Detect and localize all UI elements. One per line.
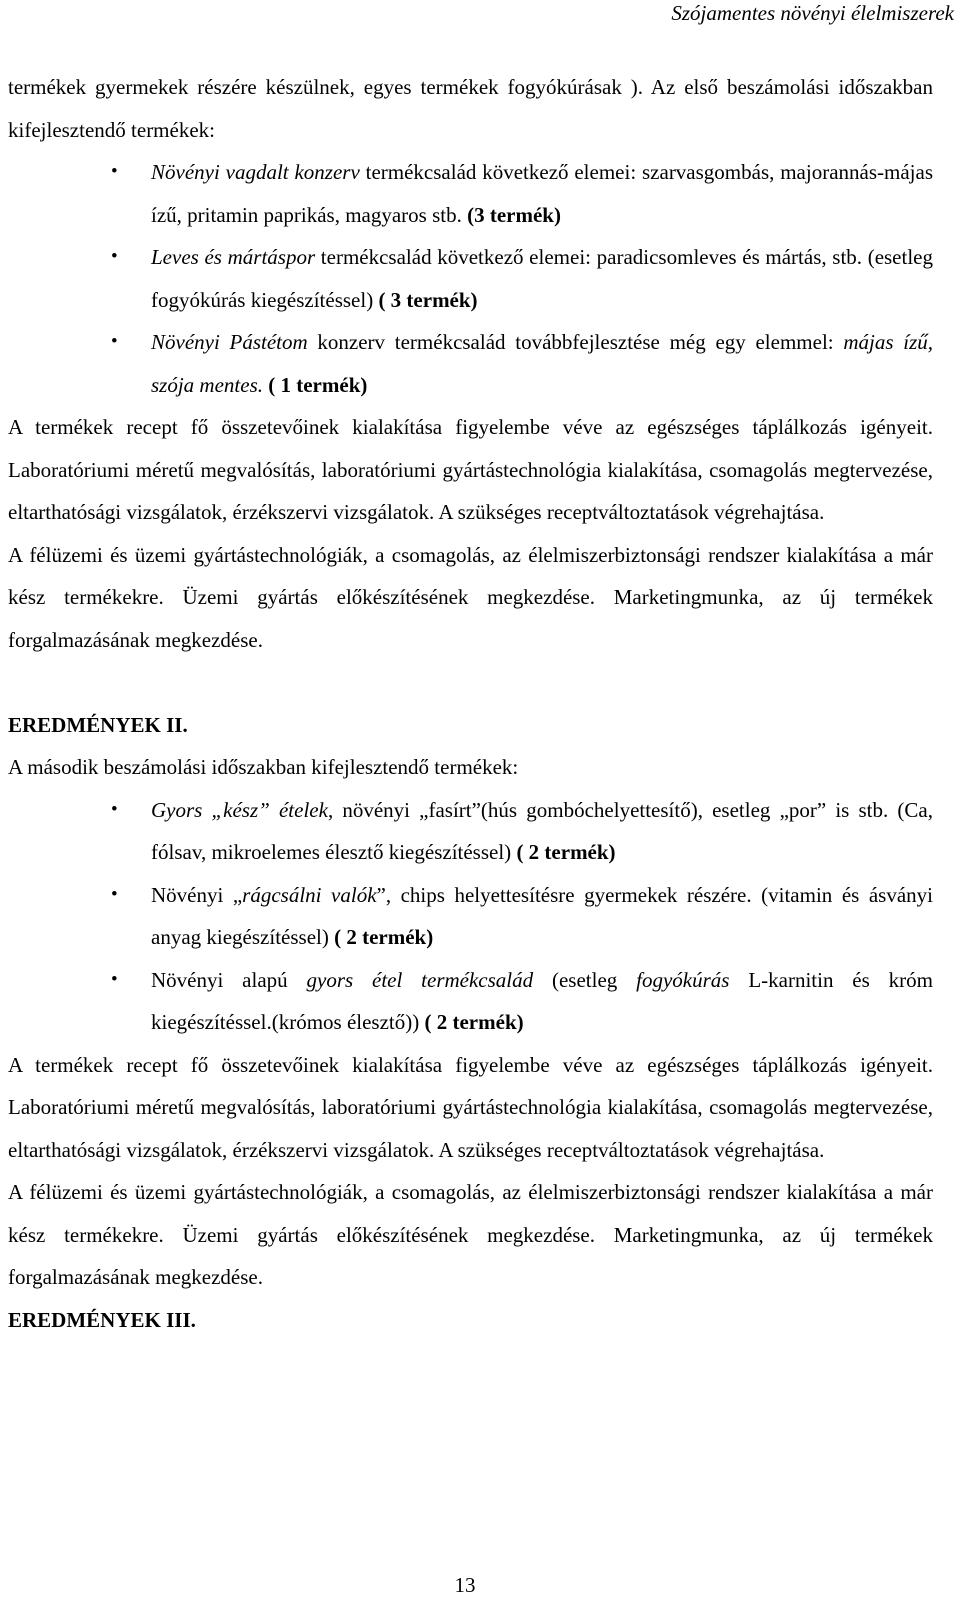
section2-intro: A második beszámolási időszakban kifejlesztendő termékek: bbox=[8, 755, 519, 779]
section2-paragraph-production: A félüzemi és üzemi gyártástechnológiák, a csomagolás, az élelmiszerbiztonsági rendszer kialakítása a már kész termékekre. Üzemi gyártás előkészítésének megkezdése. Marketingmunka, az új termékek forgalmazásának megkezdése. bbox=[8, 1180, 933, 1289]
product-name: Növényi Pástétom bbox=[151, 330, 308, 354]
page-body bbox=[8, 66, 933, 1341]
product-count: ( 3 termék) bbox=[378, 287, 478, 312]
section1-paragraph-recipe: A termékek recept fő összetevőinek kialakítása figyelembe véve az egészséges táplálkozás igényeit. Laboratóriumi méretű megvalósítás, laboratóriumi gyártástechnológia kialakítása, csomagolás megtervezése, eltarthatósági vizsgálatok, érzékszervi vizsgálatok. A szükséges receptváltoztatások végrehajtása. bbox=[8, 415, 933, 524]
section1-intro: termékek gyermekek részére készülnek, egyes termékek fogyókúrásak ). Az első beszámolási időszakban kifejlesztendő termékek: bbox=[8, 75, 933, 142]
list-item bbox=[8, 959, 933, 1044]
page-number: 13 bbox=[454, 1573, 476, 1597]
product-name: Gyors „kész” ételek bbox=[151, 797, 328, 822]
list-item bbox=[8, 321, 933, 406]
product-description: konzerv termékcsalád továbbfejlesztése még egy elemmel: bbox=[307, 330, 844, 354]
product-variant: fogyókúrás bbox=[636, 967, 730, 992]
product-count: ( 2 termék) bbox=[334, 925, 434, 949]
section1-product-list bbox=[8, 151, 933, 406]
product-count: ( 2 termék) bbox=[424, 1010, 524, 1034]
product-count: ( 2 termék) bbox=[516, 840, 616, 864]
product-description: (esetleg bbox=[533, 967, 637, 992]
section2-heading: EREDMÉNYEK II. bbox=[8, 712, 188, 737]
product-description: termékcsalád következő elemei: paradicsomleves és mártás, stb. (esetleg fogyókúrás kiegészítéssel) bbox=[151, 245, 933, 312]
running-header: Szójamentes növényi élelmiszerek bbox=[671, 1, 954, 25]
section2-paragraph-recipe: A termékek recept fő összetevőinek kialakítása figyelembe véve az egészséges táplálkozás igényeit. Laboratóriumi méretű megvalósítás, laboratóriumi gyártástechnológia kialakítása, csomagolás megtervezése, eltarthatósági vizsgálatok, érzékszervi vizsgálatok. A szükséges receptváltoztatások végrehajtása. bbox=[8, 1052, 933, 1162]
section1-paragraph-production: A félüzemi és üzemi gyártástechnológiák, a csomagolás, az élelmiszerbiztonsági rendszer kialakítása a már kész termékekre. Üzemi gyártás előkészítésének megkezdése. Marketingmunka, az új termékek forgalmazásának megkezdése. bbox=[8, 542, 933, 652]
product-name: Növényi vagdalt konzerv bbox=[151, 160, 360, 184]
product-name: gyors étel termékcsalád bbox=[306, 967, 534, 992]
product-description: termékcsalád következő elemei: szarvasgombás, majorannás-májas ízű, pritamin paprikás, magyaros stb. bbox=[151, 160, 933, 227]
spacer bbox=[8, 661, 933, 704]
list-item bbox=[8, 789, 933, 874]
list-item bbox=[8, 236, 933, 321]
product-count: ( 1 termék) bbox=[268, 372, 368, 397]
list-item bbox=[8, 151, 933, 236]
section3-heading: EREDMÉNYEK III. bbox=[8, 1307, 196, 1332]
product-prefix: Növényi „ bbox=[151, 882, 243, 907]
product-description-tail: L-karnitin és króm kiegészítéssel.(krómos élesztő)) bbox=[151, 967, 933, 1034]
product-variant: májas ízű, szója mentes. bbox=[151, 330, 933, 397]
product-count: (3 termék) bbox=[467, 202, 561, 227]
product-prefix: Növényi alapú bbox=[151, 967, 307, 992]
section2-product-list bbox=[8, 789, 933, 1044]
product-description: , növényi „fasírt”(hús gombóchelyettesítő), esetleg „por” is stb. (Ca, fólsav, mikroelemes élesztő kiegészítéssel) bbox=[151, 797, 933, 864]
product-name: Leves és mártáspor bbox=[151, 245, 316, 269]
product-name: rágcsálni valók bbox=[242, 882, 377, 907]
list-item bbox=[8, 874, 933, 959]
product-description: ”, chips helyettesítésre gyermekek részére. (vitamin és ásványi anyag kiegészítéssel) bbox=[151, 882, 933, 949]
